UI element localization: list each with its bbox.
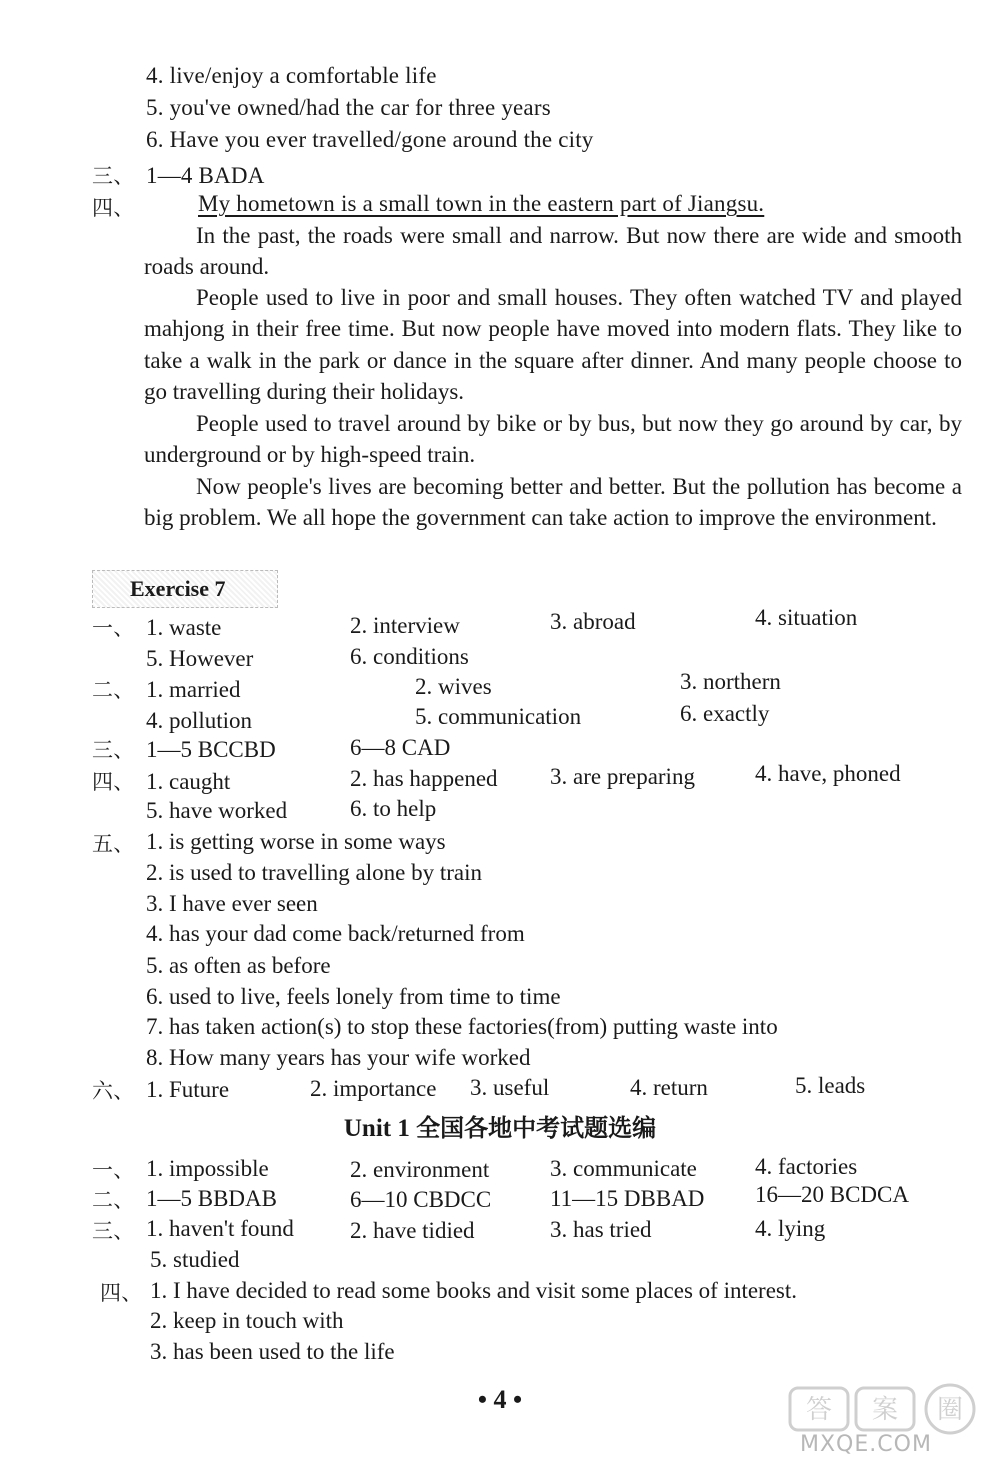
- unit-heading: [0, 1112, 1000, 1145]
- answer-item: 4. factories: [755, 1154, 858, 1179]
- page-number: • 4 •: [477, 1385, 523, 1414]
- exercise-title: Exercise 7: [130, 576, 226, 601]
- answer-item: 2. is used to travelling alone by train: [146, 860, 482, 885]
- section-mark: 六、: [92, 1079, 135, 1103]
- unit-title-en: Unit 1: [343, 1115, 410, 1142]
- answer-item: 6. exactly: [680, 701, 770, 726]
- answer-item: 3. abroad: [550, 609, 636, 634]
- answer-item: 3. useful: [470, 1075, 550, 1100]
- svg-text:圈: 圈: [936, 1395, 964, 1425]
- answer-item: 5. leads: [795, 1073, 866, 1098]
- essay-paragraph: People used to live in poor and small houses. They often watched TV and played mahjong in their free time. But now people have moved into modern flats. They like to take a walk in the park or dance in the square after dinner. And many people choose to go travelling during their holidays.: [144, 285, 962, 405]
- answer-item: 5. communication: [415, 704, 582, 729]
- answer-item: 5. studied: [150, 1247, 240, 1272]
- answer-item: 3. has tried: [550, 1217, 652, 1242]
- answer-item: 16—20 BCDCA: [755, 1182, 909, 1207]
- answer-item: 6—10 CBDCC: [350, 1187, 492, 1212]
- answer-item: 3. communicate: [550, 1156, 697, 1181]
- section-mark: 三、: [92, 164, 135, 188]
- answer-item: 2. wives: [415, 674, 492, 699]
- essay-paragraph: Now people's lives are becoming better and better. But the pollution has become a big problem. We all hope the government can take action to improve the environment.: [144, 474, 962, 531]
- answer-item: 4. pollution: [146, 708, 253, 733]
- answer-item: 1. married: [146, 677, 241, 702]
- answer-item: 1—5 BBDAB: [146, 1186, 277, 1211]
- answer-item: 2. environment: [350, 1157, 490, 1182]
- section-mark: 二、: [92, 1188, 135, 1212]
- section-mark: 一、: [92, 616, 135, 640]
- answer-item: 7. has taken action(s) to stop these factories(from) putting waste into: [146, 1014, 778, 1039]
- section-mark: 四、: [100, 1281, 143, 1305]
- svg-text:答: 答: [805, 1395, 833, 1425]
- answer-item: 8. How many years has your wife worked: [146, 1045, 531, 1070]
- answer-item: 1. I have decided to read some books and visit some places of interest.: [150, 1278, 798, 1303]
- answer-item: 6. to help: [350, 796, 437, 821]
- answer-item: 5. have worked: [146, 798, 288, 823]
- answer-item: 6. used to live, feels lonely from time to time: [146, 984, 561, 1009]
- answer-item: 1. is getting worse in some ways: [146, 829, 446, 854]
- answer-item: 2. have tidied: [350, 1218, 475, 1243]
- section-mark: 三、: [92, 1219, 135, 1243]
- answer-item: 11—15 DBBAD: [550, 1186, 705, 1211]
- section-mark: 四、: [92, 770, 135, 794]
- answer-line: 6. Have you ever travelled/gone around the city: [146, 127, 594, 152]
- section-mark: 三、: [92, 738, 135, 762]
- answer-item: 1. impossible: [146, 1156, 269, 1181]
- answer-item: 4. lying: [755, 1216, 826, 1241]
- answer-item: 4. situation: [755, 605, 858, 630]
- answer-item: 2. keep in touch with: [150, 1308, 344, 1333]
- answer-item: 6. conditions: [350, 644, 469, 669]
- essay-paragraph: In the past, the roads were small and narrow. But now there are wide and smooth roads around.: [144, 223, 962, 280]
- answer-item: 1—5 BCCBD: [146, 737, 276, 762]
- answer-line: 5. you've owned/had the car for three years: [146, 95, 551, 120]
- unit-title-cn: 全国各地中考试题选编: [416, 1114, 657, 1142]
- answer-item: 6—8 CAD: [350, 735, 451, 760]
- answer-line: 4. live/enjoy a comfortable life: [146, 63, 437, 88]
- answer-line: 1—4 BADA: [146, 163, 265, 188]
- svg-text:案: 案: [871, 1395, 899, 1425]
- answer-item: 3. northern: [680, 669, 781, 694]
- answer-item: 4. have, phoned: [755, 761, 901, 786]
- answer-item: 1. Future: [146, 1077, 230, 1102]
- essay-title: My hometown is a small town in the eastern part of Jiangsu.: [198, 191, 765, 216]
- answer-item: 4. has your dad come back/returned from: [146, 921, 525, 946]
- answer-item: 3. I have ever seen: [146, 891, 318, 916]
- answer-item: 1. caught: [146, 769, 231, 794]
- watermark-site: MXQE.COM: [800, 1432, 932, 1457]
- section-mark: 二、: [92, 678, 135, 702]
- section-mark: 四、: [92, 196, 135, 220]
- answer-item: 3. are preparing: [550, 764, 695, 789]
- answer-item: 2. importance: [310, 1076, 437, 1101]
- answer-item: 2. interview: [350, 613, 460, 638]
- answer-item: 1. waste: [146, 615, 222, 640]
- answer-item: 3. has been used to the life: [150, 1339, 395, 1364]
- answer-item: 5. as often as before: [146, 953, 331, 978]
- section-mark: 五、: [92, 832, 135, 856]
- answer-item: 5. However: [146, 646, 254, 671]
- answer-item: 2. has happened: [350, 766, 498, 791]
- answer-item: 1. haven't found: [146, 1216, 294, 1241]
- essay-paragraph: People used to travel around by bike or by bus, but now they go around by car, by underground or by high-speed train.: [144, 411, 962, 468]
- answer-item: 4. return: [630, 1075, 708, 1100]
- section-mark: 一、: [92, 1158, 135, 1182]
